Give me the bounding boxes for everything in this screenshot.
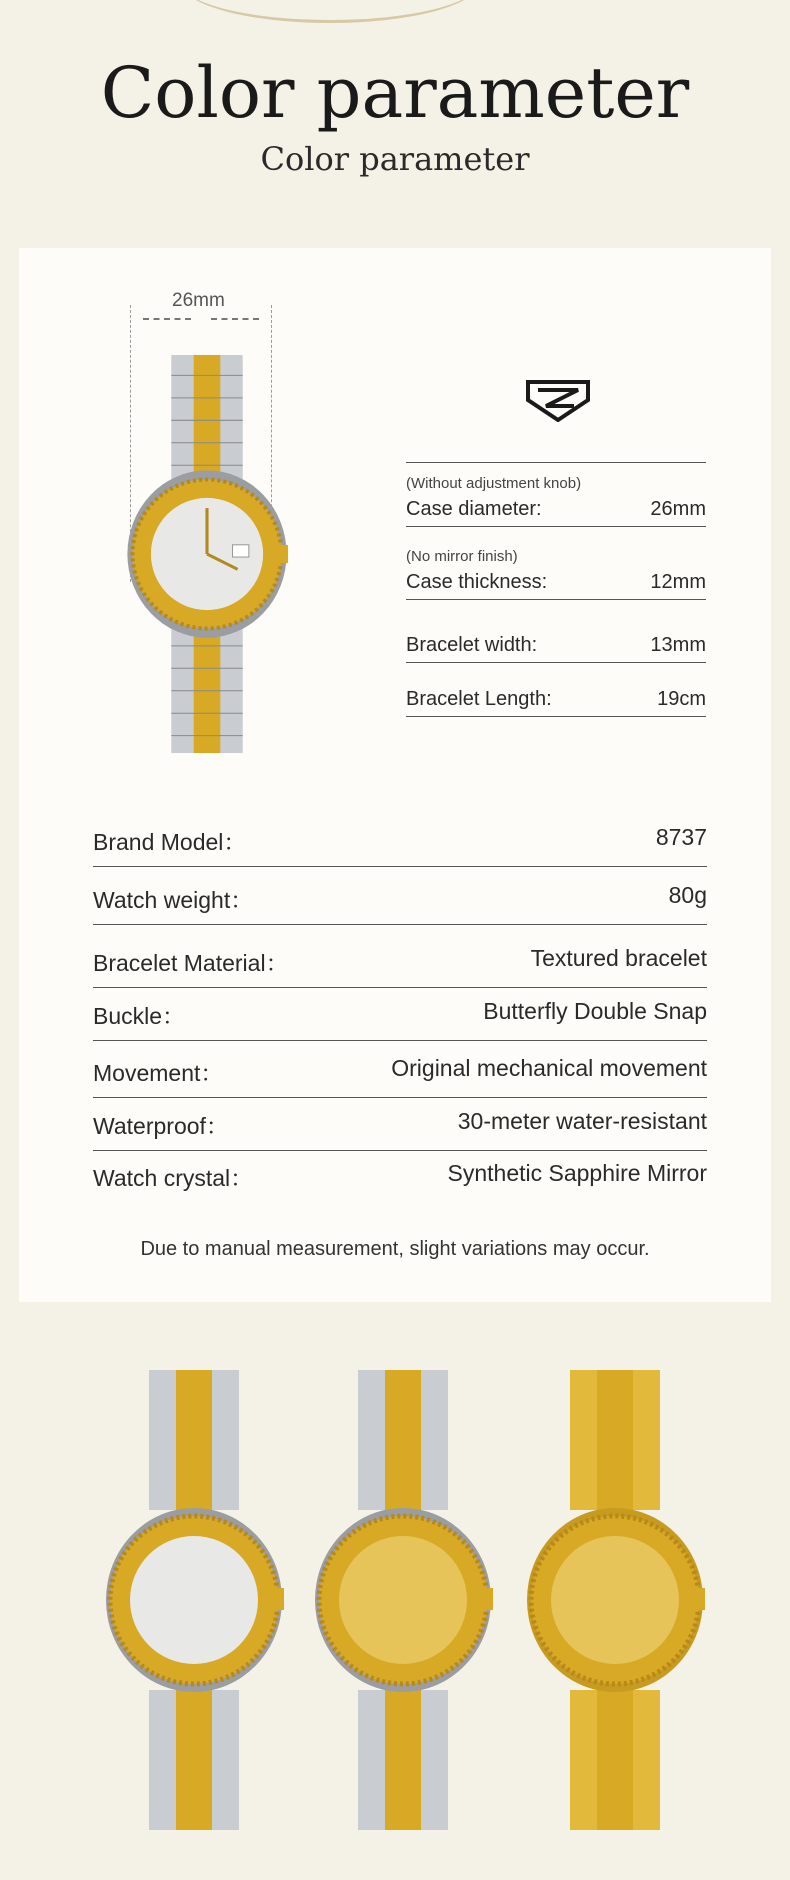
- spec-label: Bracelet Length:: [406, 688, 552, 710]
- dimension-label: 26mm: [172, 290, 225, 311]
- spec-value: 13mm: [650, 634, 706, 656]
- watch-image-main: [126, 355, 288, 753]
- param-row-movement: [93, 1055, 707, 1098]
- param-value: Synthetic Sapphire Mirror: [447, 1160, 707, 1186]
- decorative-arc: [180, 0, 480, 23]
- param-value: 80g: [668, 882, 707, 908]
- dimension-tick-left: [143, 318, 191, 320]
- spec-value: 19cm: [657, 688, 706, 710]
- param-row-brand-model: [93, 824, 707, 867]
- param-value: Butterfly Double Snap: [483, 998, 707, 1024]
- param-row-waterproof: [93, 1108, 707, 1151]
- dimension-tick-right: [211, 318, 259, 320]
- param-label: Buckle：: [93, 1003, 186, 1029]
- param-label: Waterproof：: [93, 1113, 229, 1139]
- spec-label: Bracelet width:: [406, 634, 538, 656]
- watch-variant-two-tone-gold-dial: [313, 1370, 493, 1830]
- spec-note: (No mirror finish): [406, 548, 518, 565]
- brand-logo-icon: [526, 380, 590, 422]
- watch-variant-full-gold: [525, 1370, 705, 1830]
- spec-case-diameter: [406, 462, 706, 527]
- param-value: 8737: [655, 824, 707, 850]
- spec-value: 12mm: [650, 571, 706, 593]
- param-value: Textured bracelet: [530, 945, 707, 971]
- spec-value: 26mm: [650, 498, 706, 520]
- page-subtitle: Color parameter: [260, 140, 530, 178]
- spec-bracelet-length: [406, 688, 706, 717]
- param-value: Original mechanical movement: [391, 1055, 707, 1081]
- page-title: Color parameter: [100, 52, 690, 134]
- spec-note: (Without adjustment knob): [406, 475, 582, 492]
- param-label: Brand Model：: [93, 829, 247, 855]
- param-row-watch-crystal: [93, 1160, 707, 1202]
- watch-variant-two-tone-silver-dial: [104, 1370, 284, 1830]
- param-label: Watch crystal：: [93, 1165, 254, 1191]
- param-row-buckle: [93, 998, 707, 1041]
- spec-label: Case diameter:: [406, 498, 542, 520]
- param-row-bracelet-material: [93, 945, 707, 988]
- param-row-watch-weight: [93, 882, 707, 925]
- param-label: Movement：: [93, 1060, 224, 1086]
- param-label: Bracelet Material：: [93, 950, 289, 976]
- param-label: Watch weight：: [93, 887, 254, 913]
- spec-bracelet-width: [406, 634, 706, 663]
- spec-label: Case thickness:: [406, 571, 548, 593]
- measurement-disclaimer: Due to manual measurement, slight variations may occur.: [140, 1238, 650, 1260]
- watch-drawing: [127, 355, 288, 753]
- spec-case-thickness: [406, 548, 706, 600]
- param-value: 30-meter water-resistant: [457, 1108, 707, 1134]
